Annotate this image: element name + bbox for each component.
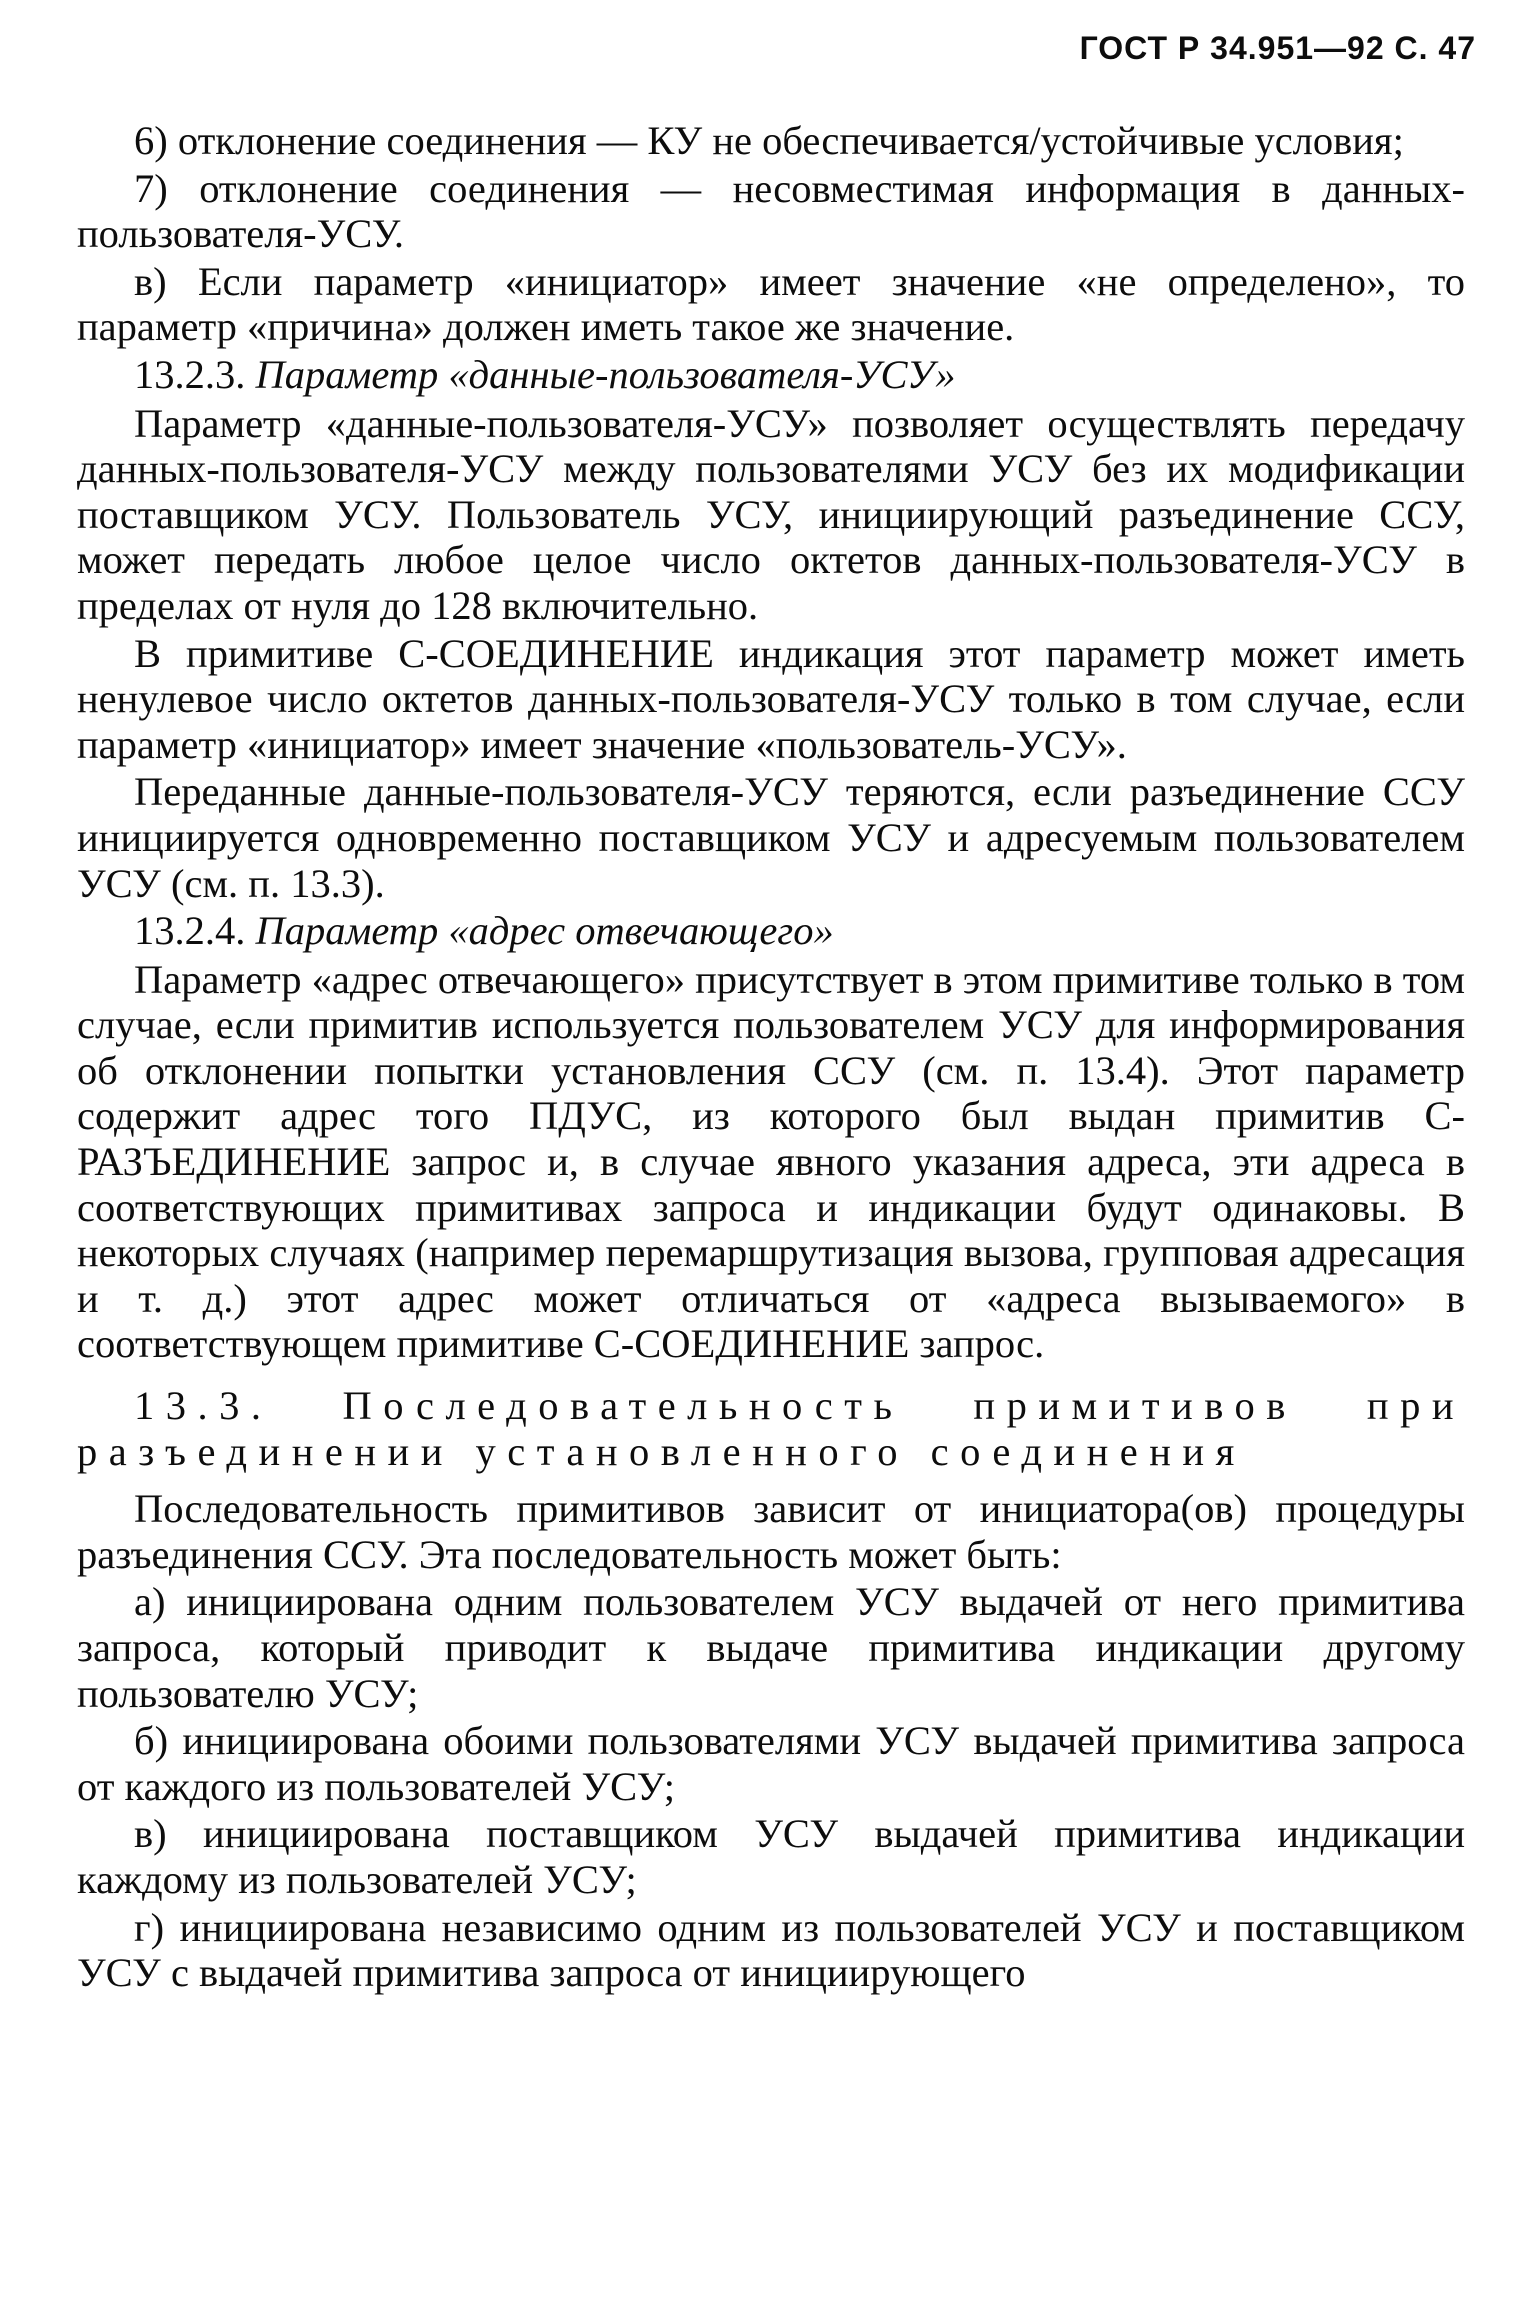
paragraph-list-item-7: 7) отклонение соединения — несовместимая информация в данных-пользователя-УСУ. (77, 165, 1465, 257)
paragraph-user-data-description: Параметр «данные-пользователя-УСУ» позволяет осуществлять передачу данных-пользователя-УСУ между пользователями УСУ без их модификации поставщиком УСУ. Пользователь УСУ, инициирующий разъединение ССУ, может передать любое целое число октетов данных-пользователя-УСУ в пределах от нуля до 128 включительно. (77, 400, 1465, 628)
paragraph-list-item-g: г) инициирована независимо одним из пользователей УСУ и поставщиком УСУ с выдачей примитива запроса от инициирующего (77, 1904, 1465, 1996)
paragraph-list-item-b: б) инициирована обоими пользователями УСУ выдачей примитива запроса от каждого из пользователей УСУ; (77, 1718, 1465, 1809)
subsection-number: 13.2.3. (134, 351, 246, 397)
paragraph-item-v: в) Если параметр «инициатор» имеет значение «не определено», то параметр «причина» должен иметь такое же значение. (77, 258, 1465, 350)
paragraph-sequence-intro: Последовательность примитивов зависит от инициатора(ов) процедуры разъединения ССУ. Эта последовательность может быть: (77, 1486, 1465, 1577)
section-heading-13-3: 13.3. Последовательность примитивов при разъединении установленного соединения (77, 1383, 1465, 1474)
paragraph-responder-address: Параметр «адрес отвечающего» присутствует в этом примитиве только в том случае, если примитив используется пользователем УСУ для информирования об отклонении попытки установления ССУ (см. п. 13.4). Этот параметр содержит адрес того ПДУС, из которого был выдан примитив С-РАЗЪЕДИНЕНИЕ запрос и, в случае явного указания адреса, эти адреса в соответствующих примитивах запроса и индикации будут одинаковы. В некоторых случаях (например перемаршрутизация вызова, групповая адресация и т. д.) этот адрес может отличаться от «адреса вызываемого» в соответствующем примитиве С-СОЕДИНЕНИЕ запрос. (77, 956, 1465, 1367)
paragraph-list-item-6: 6) отклонение соединения — КУ не обеспечивается/устойчивые условия; (134, 118, 1404, 163)
paragraph-data-lost: Переданные данные-пользователя-УСУ теряются, если разъединение ССУ инициируется одновременно поставщиком УСУ и адресуемым пользователем УСУ (см. п. 13.3). (77, 769, 1465, 906)
document-body (77, 118, 1465, 1998)
subsection-title: Параметр «данные-пользователя-УСУ» (255, 351, 956, 397)
page-header: ГОСТ Р 34.951—92 С. 47 (1079, 30, 1476, 66)
paragraph-connect-indication: В примитиве С-СОЕДИНЕНИЕ индикация этот параметр может иметь ненулевое число октетов данных-пользователя-УСУ только в том случае, если параметр «инициатор» имеет значение «пользователь-УСУ». (77, 630, 1465, 767)
subsection-heading-13-2-4 (77, 908, 1465, 954)
subsection-title: Параметр «адрес отвечающего» (255, 908, 834, 954)
subsection-heading-13-2-3 (77, 352, 1465, 398)
paragraph-list-item-v: в) инициирована поставщиком УСУ выдачей примитива индикации каждому из пользователей УСУ; (77, 1811, 1465, 1902)
paragraph-list-item-a: а) инициирована одним пользователем УСУ выдачей от него примитива запроса, который приводит к выдаче примитива индикации другому пользователю УСУ; (77, 1579, 1465, 1716)
subsection-number: 13.2.4. (134, 908, 246, 954)
